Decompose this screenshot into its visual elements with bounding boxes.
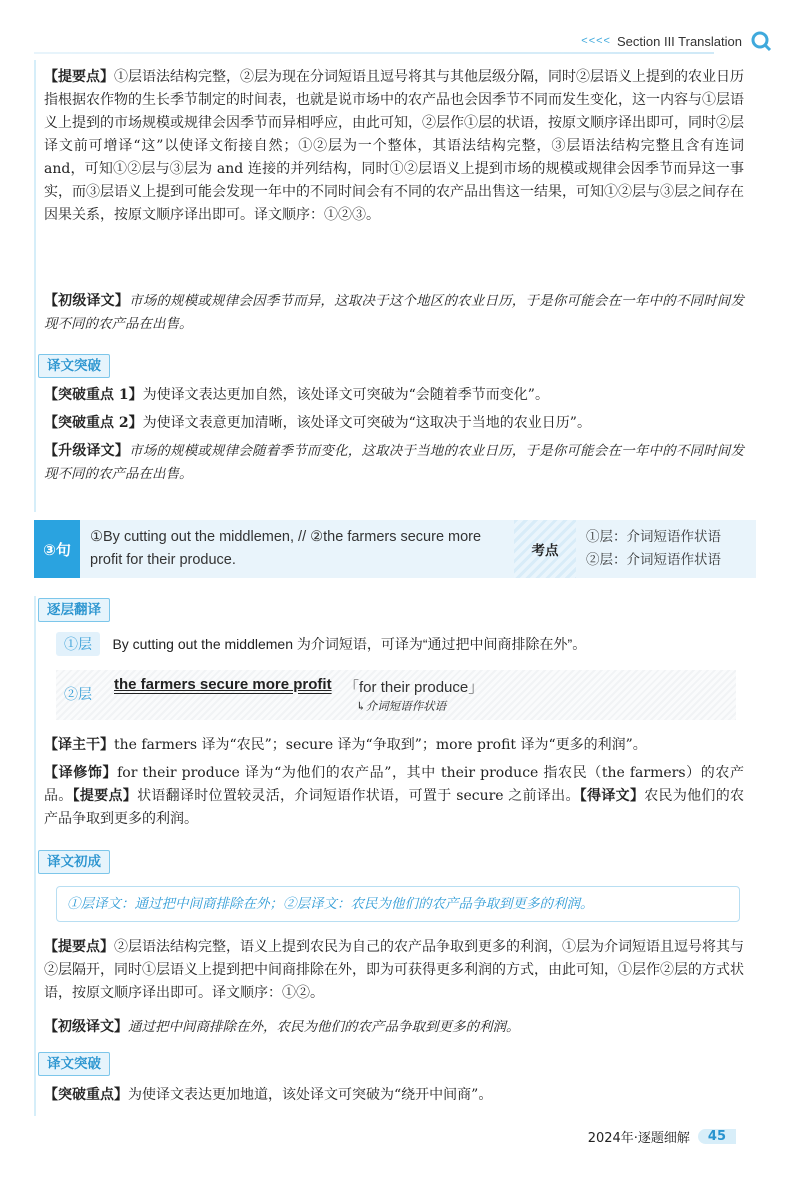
sentence-number: ③句 [34, 520, 80, 578]
body-text: for their produce 译为“为他们的农产品”，其中 their produce 指农民（the farmers）的农产品。 [44, 765, 744, 804]
sentence-box [34, 520, 756, 578]
kaodian-list [586, 526, 756, 572]
result-text: ①层译文：通过把中间商排除在外；②层译文：农民为他们的农产品争取到更多的利润。 [67, 896, 594, 912]
body-text: 状语翻译时位置较灵活，介词短语作状语，可置于 secure 之前译出。 [137, 788, 580, 804]
zhugan-paragraph [44, 734, 744, 757]
label: 【初级译文】 [44, 293, 130, 309]
label: 【得译文】 [579, 788, 645, 804]
left-rule [34, 60, 36, 512]
chuji-paragraph [44, 290, 744, 336]
label: 【突破重点】 [44, 1087, 128, 1103]
xiushi-paragraph [44, 762, 744, 831]
label: 【突破重点 2】 [44, 415, 143, 431]
body-text: 市场的规模或规律会因季节而异，这取决于这个地区的农业日历，于是你可能会在一年中的不同时间发现不同的农产品在出售。 [44, 293, 745, 332]
body-text: 为使译文表意更加清晰，该处译文可突破为“这取决于当地的农业日历”。 [142, 415, 591, 431]
shengji-paragraph [44, 440, 744, 486]
page-footer [588, 1127, 736, 1146]
annotation-note: ↳介词短语作状语 [356, 699, 447, 713]
page-number: 45 [698, 1129, 736, 1144]
main-clause: the farmers secure more profit [114, 676, 332, 693]
body-text: ①层语法结构完整，②层为现在分词短语且逗号将其与其他层级分隔，同时②层语义上提到的农业日历指根据农作物的生长季节制定的时间表，也就是说市场中的农产品也会因季节不同而发生变化，这一内容与①层语义上提到的市场规模或规律会因季节而异相呼应，由此可知，②层作①层的状语，按原文顺序译出即可，同时②层译文前可增译“这”以使译文衔接自然；①②层为一个整体，其语法结构完整，③层语法结构完整且含有连词 and，可知①②层与③层为 and 连接的并列结构，同时①②层语义上提到市场的规模或规律会因季节而异这一事实，而③层语义上提到可能会发现一年中的不同时间会有不同的农产品出售这一结果，可知①②层与③层之间存在因果关系，按原文顺序译出即可。译文顺序：①②③。 [44, 69, 744, 223]
label: 【初级译文】 [44, 1019, 128, 1035]
layer-text: By cutting out the middlemen 为介词短语，可译为“通过把中间商排除在外”。 [112, 636, 587, 652]
body-text: 农民为他们的农产品争取到更多的利润。 [44, 788, 745, 827]
label: 【提要点】 [72, 788, 138, 804]
layer-1-row [56, 632, 746, 656]
body-text: the farmers 译为“农民”；secure 译为“争取到”；more profit 译为“更多的利润”。 [114, 737, 647, 753]
left-rule [34, 596, 36, 1116]
kaodian-item: ②层：介词短语作状语 [586, 552, 721, 568]
bracket-text: for their produce [359, 679, 469, 696]
tupo-paragraph-2 [44, 412, 744, 435]
tidian-paragraph [44, 66, 744, 227]
body-text: 为使译文表达更加地道，该处译文可突破为“绕开中间商”。 [128, 1087, 493, 1103]
header-line [34, 52, 714, 54]
body-text: 通过把中间商排除在外，农民为他们的农产品争取到更多的利润。 [128, 1019, 520, 1035]
tupo-paragraph-1 [44, 384, 744, 407]
chuji-paragraph-2 [44, 1016, 744, 1039]
footer-text: 2024年·逐题细解 [587, 1131, 690, 1146]
body-text: 市场的规模或规律会随着季节而变化，这取决于当地的农业日历，于是你可能会在一年中的不同时间发现不同的农产品在出售。 [44, 443, 745, 482]
section-title: Section III Translation [616, 33, 742, 49]
structure-diagram [56, 670, 736, 720]
tupo-paragraph-3 [44, 1084, 744, 1107]
search-icon [750, 30, 772, 52]
layer-label: ②层 [64, 687, 92, 703]
body-text: ②层语法结构完整，语义上提到农民为自己的农产品争取到更多的利润，①层为介词短语且逗号将其与②层隔开，同时①层语义上提到把中间商排除在外，即为可获得更多利润的方式，由此可知，①层作②层的方式状语，按原文顺序译出即可。译文顺序：①②。 [44, 939, 744, 1001]
section-tag: 逐层翻译 [38, 598, 110, 622]
label: 【突破重点 1】 [44, 387, 143, 403]
label: 【译主干】 [44, 737, 114, 753]
label: 【提要点】 [44, 939, 114, 955]
chevron-icons: <<<< [581, 35, 611, 47]
tidian-paragraph-2 [44, 936, 744, 1005]
section-tag: 译文突破 [38, 1052, 110, 1076]
page-header [581, 30, 772, 52]
section-tag: 译文初成 [38, 850, 110, 874]
kaodian-label: 考点 [514, 520, 576, 578]
note-text: 介词短语作状语 [365, 699, 447, 713]
result-box [56, 886, 740, 922]
sentence-text: ①By cutting out the middlemen, // ②the farmers secure more profit for their produce. [90, 529, 482, 568]
label: 【升级译文】 [44, 443, 130, 459]
bracket-phrase: 「for their produce」 [344, 679, 484, 696]
label: 【译修饰】 [44, 765, 118, 781]
label: 【提要点】 [44, 69, 114, 85]
kaodian-item: ①层：介词短语作状语 [586, 529, 721, 545]
body-text: 为使译文表达更加自然，该处译文可突破为“会随着季节而变化”。 [142, 387, 549, 403]
section-tag: 译文突破 [38, 354, 110, 378]
layer-label: ①层 [56, 632, 100, 656]
